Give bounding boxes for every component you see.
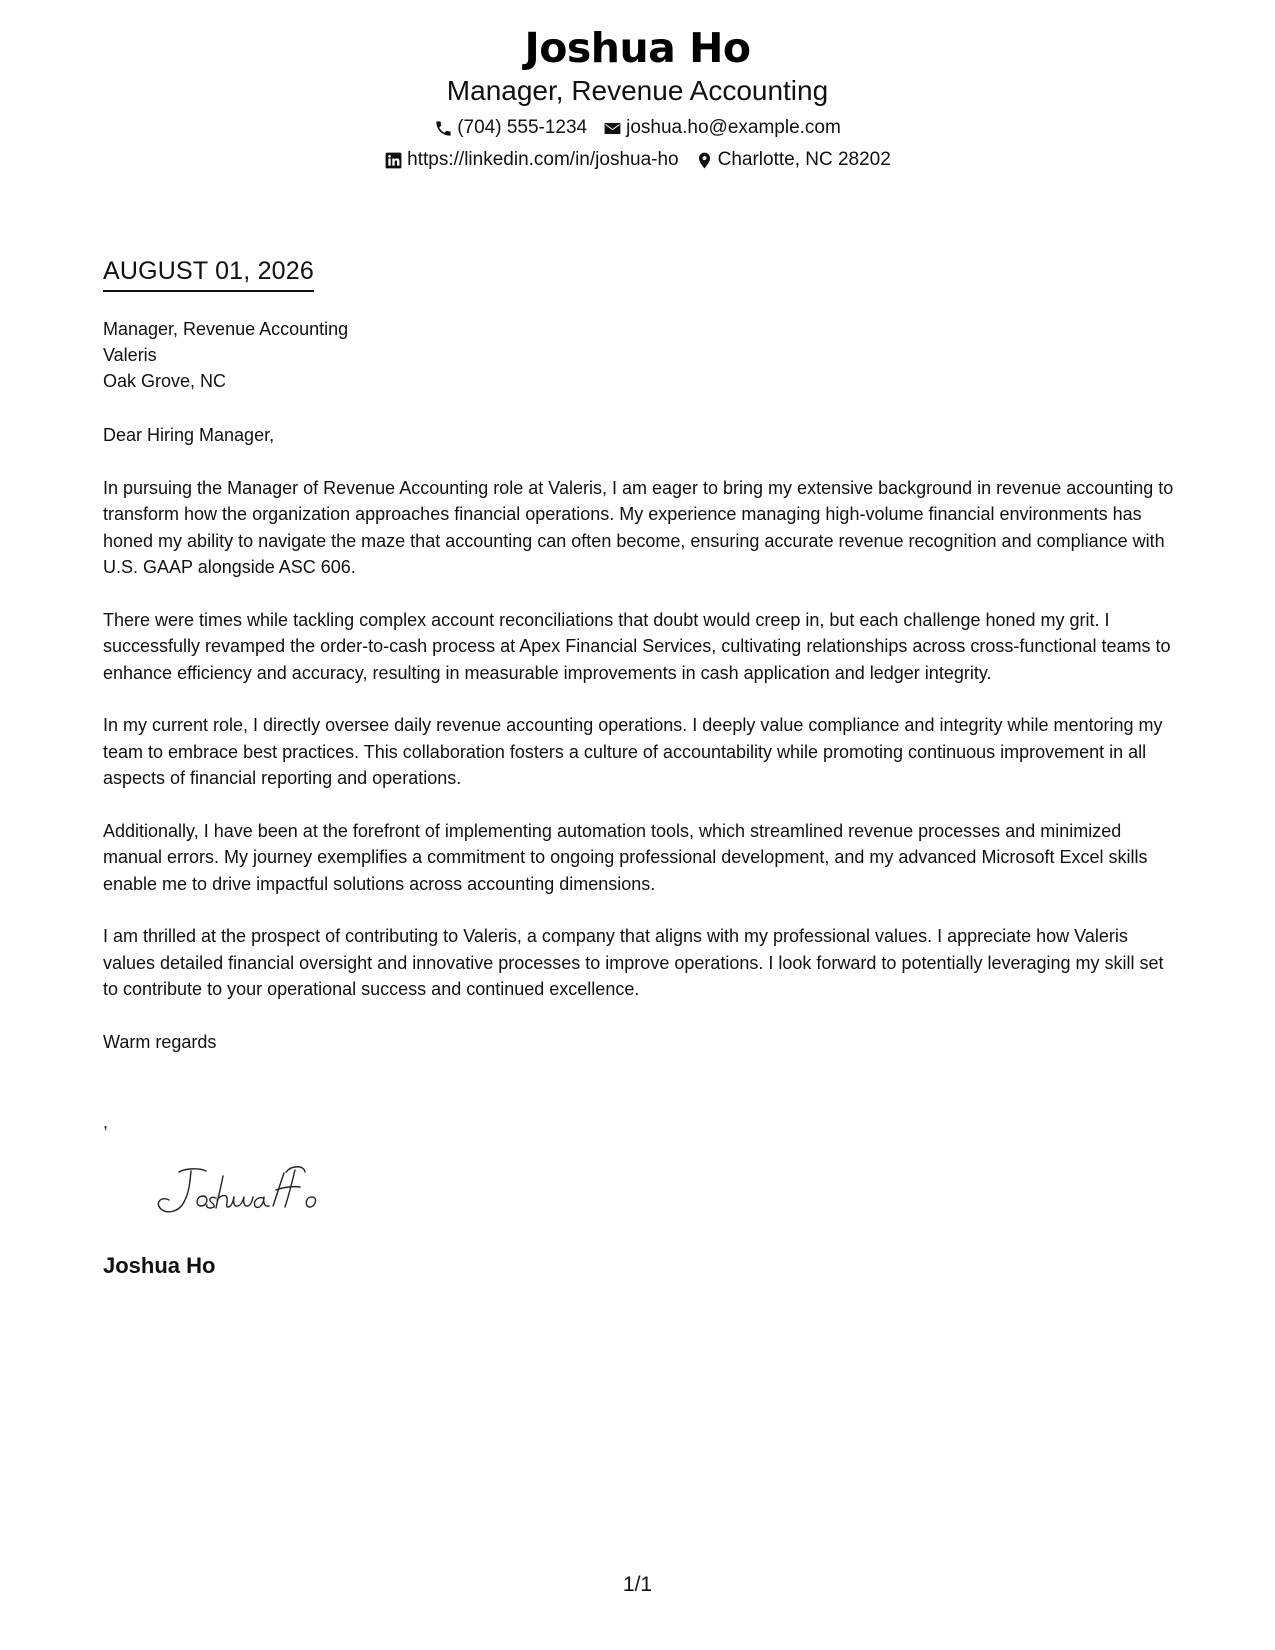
salutation: Dear Hiring Manager,	[103, 425, 275, 445]
linkedin-text[interactable]: https://linkedin.com/in/joshua-ho	[407, 149, 679, 170]
recipient-position: Manager, Revenue Accounting	[103, 319, 349, 339]
recipient-city: Oak Grove, NC	[103, 371, 227, 391]
map-pin-icon	[695, 151, 714, 170]
body-paragraph: In pursuing the Manager of Revenue Accounting role at Valeris, I am eager to bring my extensive background in revenue accounting to transform how the organization approaches financial operations. My experience managing high-volume financial environments has honed my ability to navigate the maze that accounting can often become, ensuring accurate revenue recognition and compliance with U.S. GAAP alongside ASC 606.	[103, 477, 1174, 577]
email-text[interactable]: joshua.ho@example.com	[626, 117, 841, 138]
applicant-name: Joshua Ho	[524, 24, 751, 72]
linkedin-icon	[384, 151, 403, 170]
closing-comma: ,	[103, 1112, 109, 1132]
phone-icon	[434, 119, 453, 138]
phone-text: (704) 555-1234	[457, 117, 588, 138]
recipient-block	[103, 316, 348, 394]
letter-body	[103, 422, 1183, 1081]
body-paragraph: In my current role, I directly oversee daily revenue accounting operations. I deeply value compliance and integrity while mentoring my team to embrace best practices. This collaboration fosters a culture of accountability while promoting continuous improvement in all aspects of financial reporting and operations.	[103, 715, 1163, 788]
recipient-company: Valeris	[103, 345, 157, 365]
body-paragraph: I am thrilled at the prospect of contributing to Valeris, a company that aligns with my professional values. I appreciate how Valeris values detailed financial oversight and innovative processes to improve operations. I look forward to potentially leveraging my skill set to contribute to your operational success and continued excellence.	[103, 926, 1164, 999]
letter-date: AUGUST 01, 2026	[103, 256, 314, 292]
signer-name: Joshua Ho	[103, 1253, 216, 1278]
email-contact[interactable]	[603, 116, 841, 140]
linkedin-contact[interactable]	[384, 148, 678, 172]
closing: Warm regards	[103, 1031, 217, 1052]
handwritten-signature	[144, 1160, 324, 1222]
body-paragraph: There were times while tackling complex account reconciliations that doubt would creep in, but each challenge honed my grit. I successfully revamped the order-to-cash process at Apex Financial Services, cultivating relationships across cross-functional teams to enhance efficiency and accuracy, resulting in measurable improvements in cash application and ledger integrity.	[103, 609, 1171, 683]
phone-contact	[434, 116, 587, 140]
page-number: 1/1	[622, 1573, 653, 1596]
contact-line-2	[0, 148, 1275, 172]
applicant-title: Manager, Revenue Accounting	[446, 75, 829, 106]
location-contact	[695, 148, 891, 172]
letter-header	[0, 22, 1275, 172]
body-paragraph: Additionally, I have been at the forefront of implementing automation tools, which streamlined revenue processes and minimized manual errors. My journey exemplifies a commitment to ongoing professional development, and my advanced Microsoft Excel skills enable me to drive impactful solutions across accounting dimensions.	[103, 820, 1148, 894]
contact-line-1	[0, 116, 1275, 140]
envelope-icon	[603, 119, 622, 138]
location-text: Charlotte, NC 28202	[717, 149, 891, 170]
